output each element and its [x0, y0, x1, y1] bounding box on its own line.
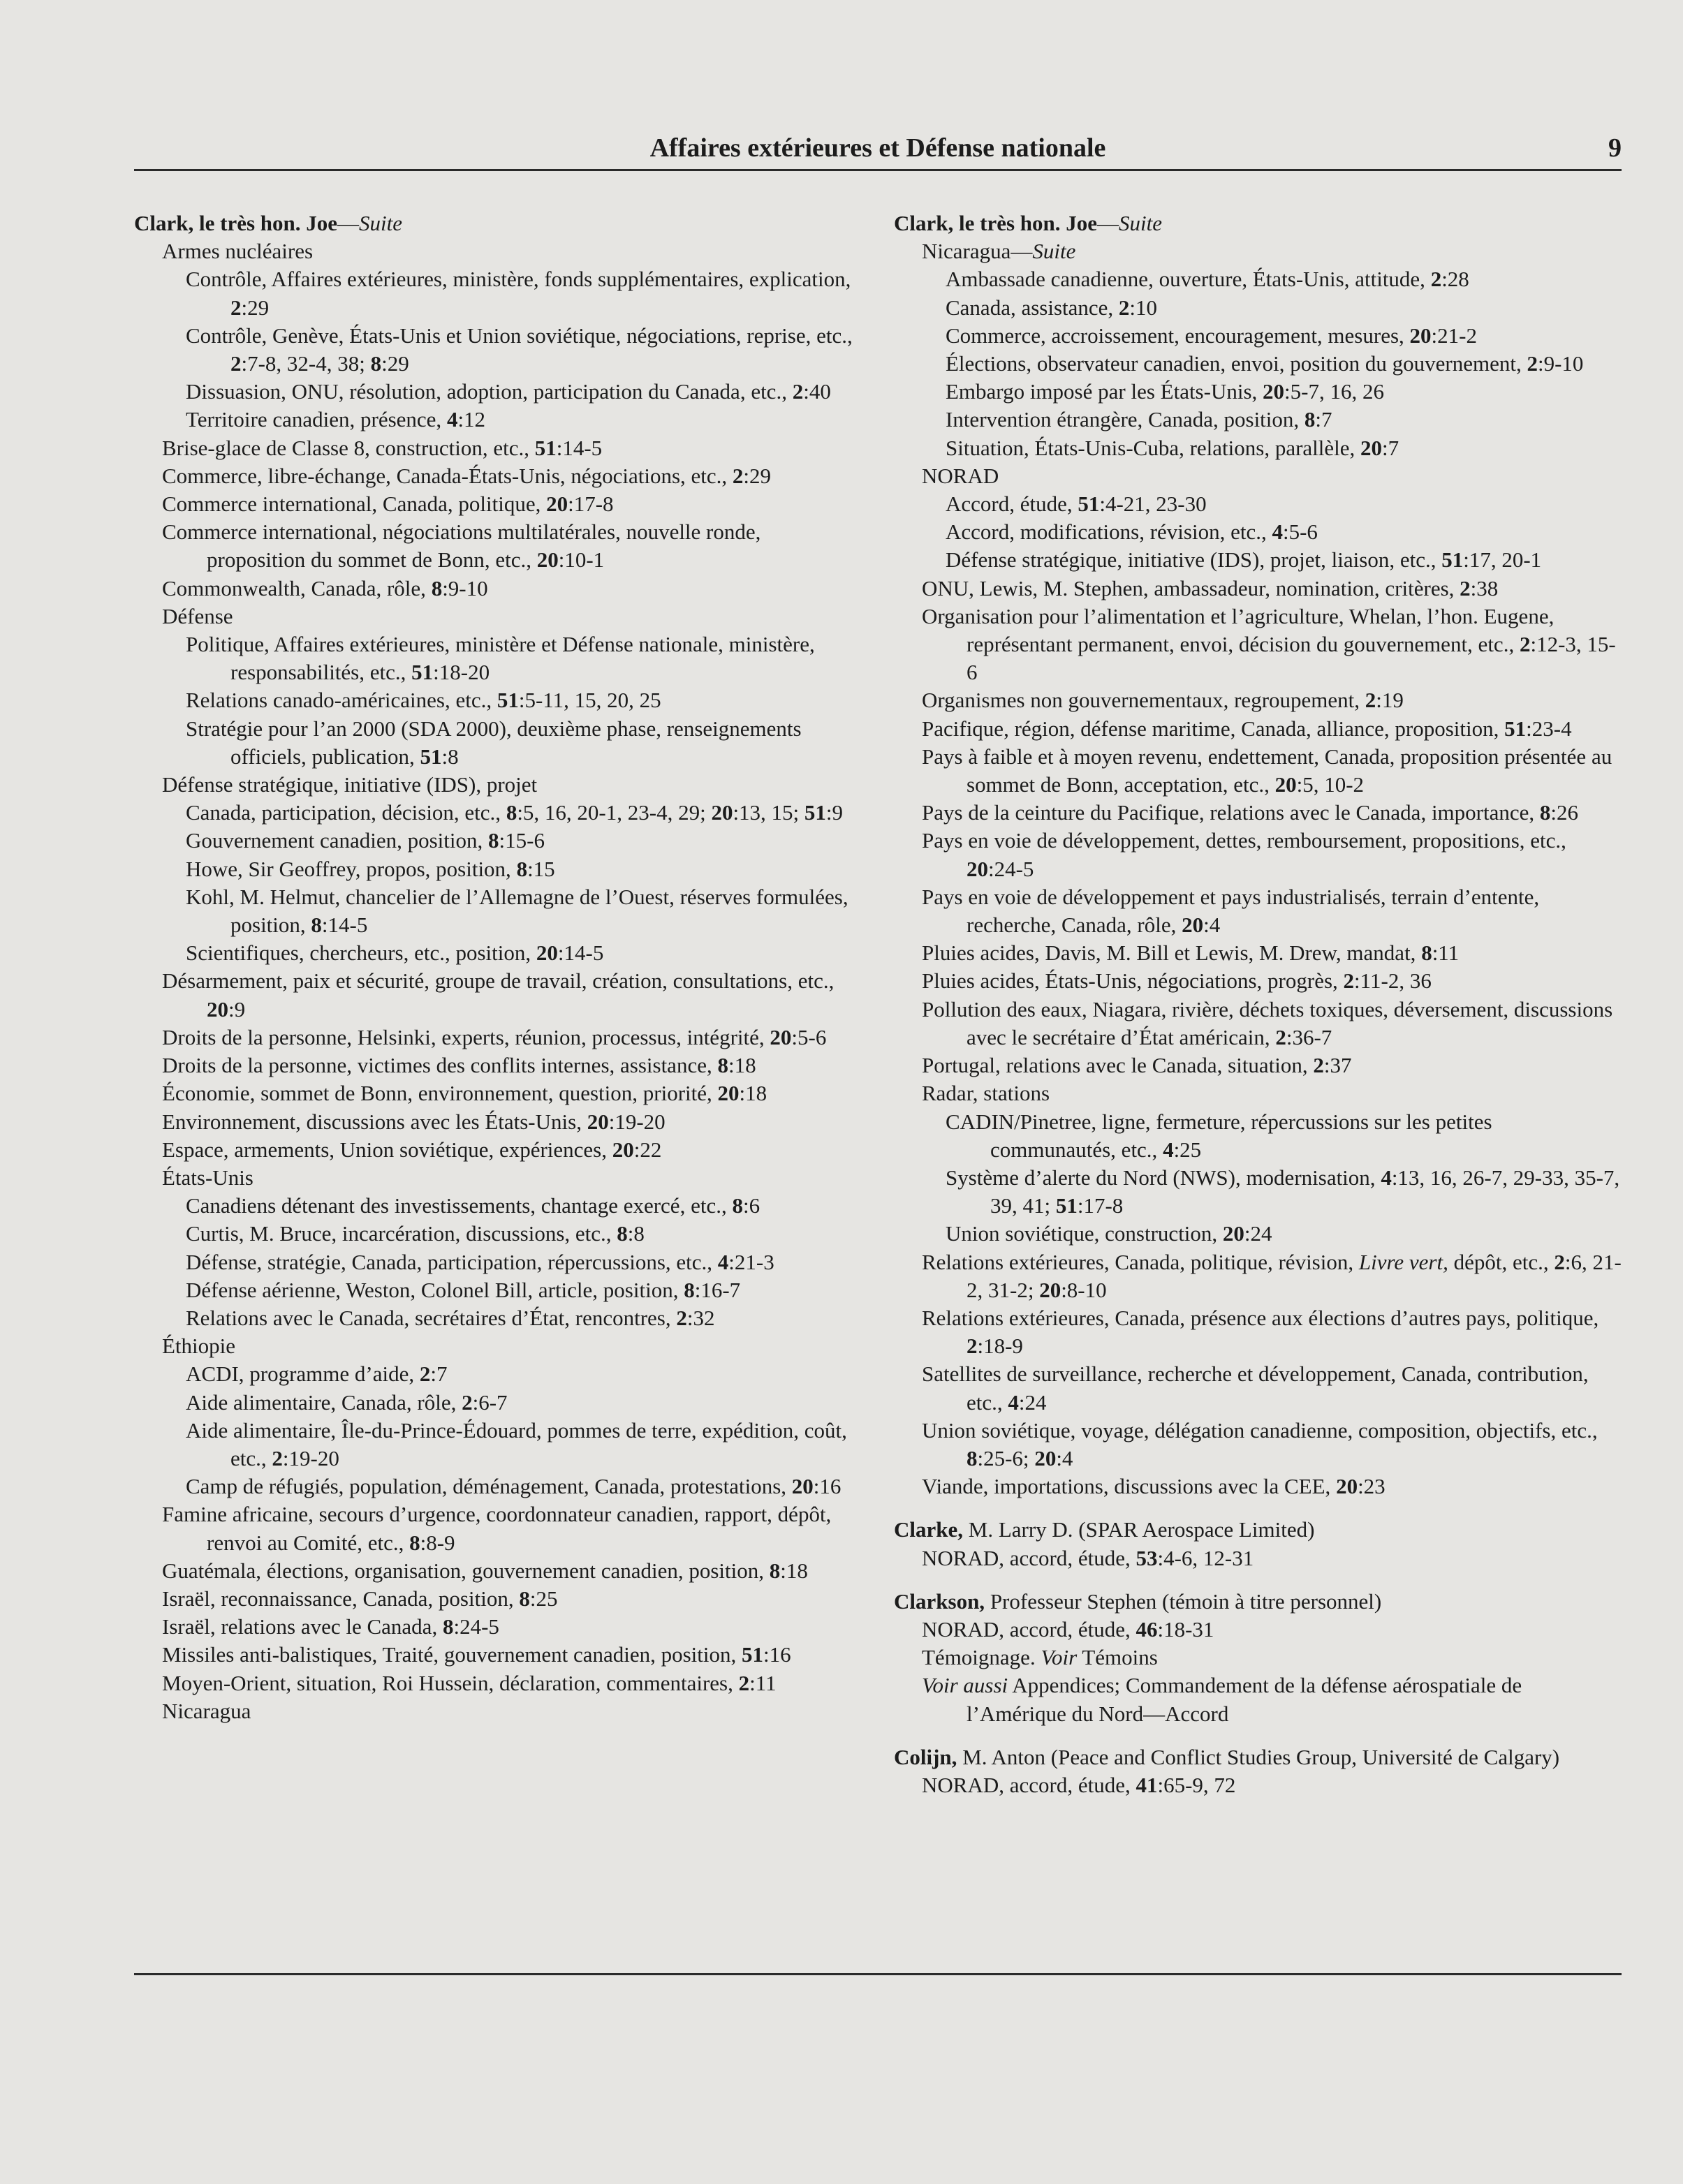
index-entry: Embargo imposé par les États-Unis, 20:5-7, 16, 26	[946, 379, 1384, 404]
footer-rule	[134, 1973, 1622, 1975]
page-title: Affaires extérieures et Défense nationale	[649, 133, 1106, 163]
index-entry: Environnement, discussions avec les États-Unis, 20:19-20	[162, 1109, 666, 1134]
index-entry: Nicaragua	[162, 1698, 251, 1723]
index-entry: Accord, étude, 51:4-21, 23-30	[946, 492, 1207, 517]
index-entry: Défense aérienne, Weston, Colonel Bill, article, position, 8:16-7	[186, 1277, 741, 1302]
index-entry: Système d’alerte du Nord (NWS), modernisation, 4:13, 16, 26-7, 29-33, 35-7, 39, 41; 51:17-8	[946, 1165, 1620, 1218]
index-entry: Contrôle, Genève, États-Unis et Union soviétique, négociations, reprise, etc., 2:7-8, 32-4, 38; 8:29	[186, 323, 853, 376]
index-entry: Gouvernement canadien, position, 8:15-6	[186, 828, 545, 853]
index-entry: Aide alimentaire, Île-du-Prince-Édouard, pommes de terre, expédition, coût, etc., 2:19-20	[186, 1417, 847, 1470]
index-entry: Situation, États-Unis-Cuba, relations, parallèle, 20:7	[946, 435, 1399, 460]
index-entry: Éthiopie	[162, 1334, 236, 1359]
index-entry: NORAD, accord, étude, 46:18-31	[922, 1616, 1214, 1641]
index-entry: Nicaragua—Suite	[922, 239, 1076, 264]
index-entry: Union soviétique, construction, 20:24	[946, 1221, 1272, 1246]
index-entry: Satellites de surveillance, recherche et développement, Canada, contribution, etc., 4:24	[922, 1362, 1589, 1415]
index-entry: Économie, sommet de Bonn, environnement, question, priorité, 20:18	[162, 1081, 767, 1106]
index-entry: Défense, stratégie, Canada, participation, répercussions, etc., 4:21-3	[186, 1249, 774, 1274]
index-entry: Désarmement, paix et sécurité, groupe de travail, création, consultations, etc., 20:9	[162, 968, 835, 1021]
index-entry: Intervention étrangère, Canada, position, 8:7	[946, 407, 1332, 432]
index-entry: Organisation pour l’alimentation et l’agriculture, Whelan, l’hon. Eugene, représentant permanent, envoi, décision du gouvernement, etc., 2:12-3, 15-6	[922, 603, 1616, 685]
index-entry: Politique, Affaires extérieures, ministère et Défense nationale, ministère, responsabilités, etc., 51:18-20	[186, 632, 815, 685]
page-header	[134, 133, 1622, 166]
index-entry: Pays de la ceinture du Pacifique, relations avec le Canada, importance, 8:26	[922, 800, 1579, 825]
index-entry: Défense	[162, 603, 233, 628]
index-entry: Canada, participation, décision, etc., 8:5, 16, 20-1, 23-4, 29; 20:13, 15; 51:9	[186, 800, 844, 825]
index-entry: NORAD	[922, 463, 999, 488]
index-entry: Espace, armements, Union soviétique, expériences, 20:22	[162, 1137, 662, 1162]
index-entry: Pollution des eaux, Niagara, rivière, déchets toxiques, déversement, discussions avec le secrétaire d’État américain, 2:36-7	[922, 996, 1613, 1049]
index-entry: Aide alimentaire, Canada, rôle, 2:6-7	[186, 1389, 508, 1415]
header-rule	[134, 169, 1622, 171]
index-entry: Canadiens détenant des investissements, chantage exercé, etc., 8:6	[186, 1193, 760, 1218]
index-entry: Howe, Sir Geoffrey, propos, position, 8:15	[186, 856, 555, 881]
index-entry: Commerce international, négociations multilatérales, nouvelle ronde, proposition du sommet de Bonn, etc., 20:10-1	[162, 519, 761, 573]
index-entry: Israël, relations avec le Canada, 8:24-5	[162, 1614, 499, 1639]
index-entry: Commerce, accroissement, encouragement, mesures, 20:21-2	[946, 323, 1477, 348]
index-entry: Défense stratégique, initiative (IDS), projet, liaison, etc., 51:17, 20-1	[946, 547, 1542, 573]
index-entry: Armes nucléaires	[162, 239, 314, 264]
index-entry: Pays en voie de développement, dettes, remboursement, propositions, etc., 20:24-5	[922, 828, 1566, 881]
index-entry: Accord, modifications, révision, etc., 4:5-6	[946, 519, 1318, 545]
index-entry: Union soviétique, voyage, délégation canadienne, composition, objectifs, etc., 8:25-6; 20:4	[922, 1417, 1598, 1470]
index-entry: Pacifique, région, défense maritime, Canada, alliance, proposition, 51:23-4	[922, 716, 1572, 741]
index-entry: Dissuasion, ONU, résolution, adoption, participation du Canada, etc., 2:40	[186, 379, 831, 404]
index-entry: États-Unis	[162, 1165, 253, 1190]
index-entry: Radar, stations	[922, 1081, 1050, 1106]
index-entry: Relations extérieures, Canada, présence aux élections d’autres pays, politique, 2:18-9	[922, 1305, 1599, 1359]
index-entry: Pluies acides, Davis, M. Bill et Lewis, M. Drew, mandat, 8:11	[922, 940, 1460, 966]
index-entry: NORAD, accord, étude, 53:4-6, 12-31	[922, 1545, 1254, 1570]
index-entry: NORAD, accord, étude, 41:65-9, 72	[922, 1772, 1236, 1797]
index-entry: Pluies acides, États-Unis, négociations, progrès, 2:11-2, 36	[922, 968, 1432, 994]
index-entry: CADIN/Pinetree, ligne, fermeture, répercussions sur les petites communautés, etc., 4:25	[946, 1109, 1492, 1162]
left-column	[134, 209, 853, 1725]
index-entry: Pays à faible et à moyen revenu, endettement, Canada, proposition présentée au sommet de Bonn, acceptation, etc., 20:5, 10-2	[922, 744, 1612, 797]
index-entry: Moyen-Orient, situation, Roi Hussein, déclaration, commentaires, 2:11	[162, 1670, 777, 1695]
index-entry: Ambassade canadienne, ouverture, États-Unis, attitude, 2:28	[946, 267, 1469, 292]
index-entry: Droits de la personne, Helsinki, experts, réunion, processus, intégrité, 20:5-6	[162, 1024, 827, 1049]
index-entry: ONU, Lewis, M. Stephen, ambassadeur, nomination, critères, 2:38	[922, 575, 1499, 600]
index-entry: Témoignage. Voir Témoins	[922, 1645, 1158, 1670]
index-entry: Organismes non gouvernementaux, regroupement, 2:19	[922, 688, 1404, 713]
index-entry: Camp de réfugiés, population, déménagement, Canada, protestations, 20:16	[186, 1474, 842, 1499]
index-entry: Famine africaine, secours d’urgence, coordonnateur canadien, rapport, dépôt, renvoi au Comité, etc., 8:8-9	[162, 1502, 832, 1555]
index-entry: Relations avec le Canada, secrétaires d’État, rencontres, 2:32	[186, 1305, 715, 1330]
index-entry: Portugal, relations avec le Canada, situation, 2:37	[922, 1053, 1352, 1078]
index-entry: Scientifiques, chercheurs, etc., position, 20:14-5	[186, 940, 604, 966]
index-entry: Kohl, M. Helmut, chancelier de l’Allemagne de l’Ouest, réserves formulées, position, 8:14-5	[186, 884, 848, 938]
index-entry: Élections, observateur canadien, envoi, position du gouvernement, 2:9-10	[946, 351, 1584, 376]
index-entry: Canada, assistance, 2:10	[946, 295, 1158, 320]
index-entry: Pays en voie de développement et pays industrialisés, terrain d’entente, recherche, Canada, rôle, 20:4	[922, 884, 1540, 938]
index-entry: Commonwealth, Canada, rôle, 8:9-10	[162, 575, 488, 600]
page-number: 9	[1608, 133, 1622, 163]
index-entry: Guatémala, élections, organisation, gouvernement canadien, position, 8:18	[162, 1558, 808, 1583]
index-entry: Territoire canadien, présence, 4:12	[186, 407, 486, 432]
right-column	[894, 209, 1622, 1799]
index-entry: Israël, reconnaissance, Canada, position, 8:25	[162, 1586, 558, 1611]
index-entry: Curtis, M. Bruce, incarcération, discussions, etc., 8:8	[186, 1221, 645, 1246]
index-heading: Clarkson, Professeur Stephen (témoin à titre personnel)	[894, 1588, 1382, 1614]
index-heading: Colijn, M. Anton (Peace and Conflict Studies Group, Université de Calgary)	[894, 1744, 1560, 1769]
index-entry: Brise-glace de Classe 8, construction, etc., 51:14-5	[162, 435, 603, 460]
index-entry: Contrôle, Affaires extérieures, ministère, fonds supplémentaires, explication, 2:29	[186, 267, 851, 320]
index-entry: Viande, importations, discussions avec la CEE, 20:23	[922, 1474, 1386, 1499]
index-entry: Missiles anti-balistiques, Traité, gouvernement canadien, position, 51:16	[162, 1642, 791, 1667]
index-entry: Droits de la personne, victimes des conflits internes, assistance, 8:18	[162, 1053, 756, 1078]
index-entry: Stratégie pour l’an 2000 (SDA 2000), deuxième phase, renseignements officiels, publication, 51:8	[186, 716, 802, 769]
index-entry: Défense stratégique, initiative (IDS), projet	[162, 772, 538, 797]
index-entry: Relations canado-américaines, etc., 51:5-11, 15, 20, 25	[186, 688, 661, 713]
index-entry: Commerce international, Canada, politique, 20:17-8	[162, 492, 614, 517]
index-heading: Clarke, M. Larry D. (SPAR Aerospace Limited)	[894, 1517, 1315, 1542]
index-entry: ACDI, programme d’aide, 2:7	[186, 1362, 448, 1387]
index-heading: Clark, le très hon. Joe—Suite	[134, 211, 403, 235]
index-entry: Commerce, libre-échange, Canada-États-Unis, négociations, etc., 2:29	[162, 463, 772, 488]
index-entry: Relations extérieures, Canada, politique, révision, Livre vert, dépôt, etc., 2:6, 21-2, 31-2; 20:8-10	[922, 1249, 1622, 1302]
index-heading: Clark, le très hon. Joe—Suite	[894, 211, 1163, 235]
index-entry: Voir aussi Appendices; Commandement de la défense aérospatiale de l’Amérique du Nord—Accord	[922, 1673, 1522, 1726]
